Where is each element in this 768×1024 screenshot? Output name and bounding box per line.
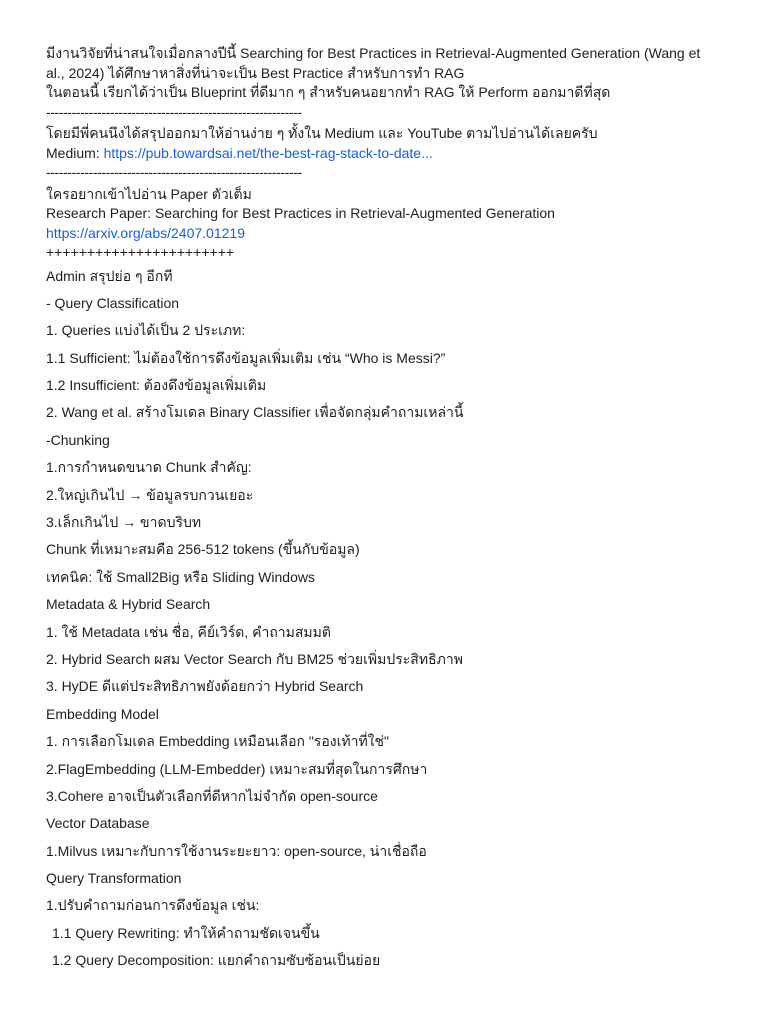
paper-line-2: Research Paper: Searching for Best Practices in Retrieval-Augmented Generation (46, 205, 555, 221)
outline-item: -Chunking (46, 431, 110, 448)
outline-item: Admin สรุปย่อ ๆ อีกที (46, 267, 173, 284)
outline-item: - Query Classification (46, 294, 180, 311)
outline-item: 1.1 Query Rewriting: ทำให้คำถามชัดเจนขึ้น (52, 924, 320, 941)
outline-item: 3. HyDE ดีแต่ประสิทธิภาพยังด้อยกว่า Hybrid Search (46, 678, 364, 695)
outline-item: Vector Database (46, 815, 150, 832)
outline-item: 2. Hybrid Search ผสม Vector Search กับ BM25 ช่วยเพิ่มประสิทธิภาพ (46, 650, 463, 667)
summary-outline (46, 263, 728, 975)
outline-item: 1. ใช้ Metadata เช่น ชื่อ, คีย์เวิร์ด, คำถามสมมติ (46, 623, 331, 640)
paper-section (46, 185, 728, 263)
outline-item: 1.2 Insufficient: ต้องดึงข้อมูลเพิ่มเติม (46, 377, 267, 394)
intro-paragraph (46, 44, 728, 122)
intro-line-2: al., 2024) ได้ศึกษาหาสิ่งที่น่าจะเป็น Best Practice สำหรับการทำ RAG (46, 64, 465, 81)
medium-label: Medium: (46, 144, 104, 161)
outline-item: Query Transformation (46, 870, 182, 887)
outline-item: 1.2 Query Decomposition: แยกคำถามซับซ้อนเป็นย่อย (52, 952, 381, 969)
separator-line: ------------------------------------------------------------ (46, 103, 302, 120)
outline-item: 3.เล็กเกินไป → ขาดบริบท (46, 514, 202, 531)
outline-item: 2.FlagEmbedding (LLM-Embedder) เหมาะสมที่สุดในการศึกษา (46, 760, 428, 777)
outline-item: Embedding Model (46, 705, 159, 722)
medium-line (46, 144, 728, 164)
outline-item: 1.ปรับคำถามก่อนการดึงข้อมูล เช่น: (46, 897, 260, 914)
outline-item: 1. Queries แบ่งได้เป็น 2 ประเภท: (46, 322, 246, 339)
separator-line-2: ------------------------------------------------------------ (46, 164, 302, 180)
intro-line-1: มีงานวิจัยที่น่าสนใจเมื่อกลางปีนี้ Searching for Best Practices in Retrieval-Augmented Generation (Wang et (46, 45, 701, 61)
intro-line-3: ในตอนนี้ เรียกได้ว่าเป็น Blueprint ที่ดีมาก ๆ สำหรับคนอยากทำ RAG ให้ Perform ออกมาดีที่สุด (46, 84, 611, 100)
outline-item: Metadata & Hybrid Search (46, 596, 211, 613)
outline-item: เทคนิค: ใช้ Small2Big หรือ Sliding Windows (46, 568, 315, 585)
outline-item: 2. Wang et al. สร้างโมเดล Binary Classifier เพื่อจัดกลุ่มคำถามเหล่านี้ (46, 404, 464, 421)
outline-item: 1. การเลือกโมเดล Embedding เหมือนเลือก "รองเท้าที่ใช่" (46, 733, 389, 750)
medium-link[interactable]: https://pub.towardsai.net/the-best-rag-stack-to-date... (103, 144, 433, 161)
arxiv-link[interactable]: https://arxiv.org/abs/2407.01219 (46, 224, 245, 241)
outline-item: 3.Cohere อาจเป็นตัวเลือกที่ดีหากไม่จำกัด open-source (46, 787, 378, 804)
outline-item: 1.1 Sufficient: ไม่ต้องใช้การดึงข้อมูลเพิ่มเติม เช่น “Who is Messi?” (46, 349, 446, 366)
plus-separator: +++++++++++++++++++++++ (46, 244, 235, 260)
paper-link-line (46, 224, 728, 244)
outline-item: 2.ใหญ่เกินไป → ข้อมูลรบกวนเยอะ (46, 486, 254, 503)
paper-line-1: ใครอยากเข้าไปอ่าน Paper ตัวเต็ม (46, 185, 252, 202)
outline-item: Chunk ที่เหมาะสมคือ 256-512 tokens (ขึ้นกับข้อมูล) (46, 541, 360, 558)
outline-item: 1.การกำหนดขนาด Chunk สำคัญ: (46, 459, 252, 476)
summary-note (46, 124, 728, 183)
outline-item: 1.Milvus เหมาะกับการใช้งานระยะยาว: open-source, น่าเชื่อถือ (46, 842, 427, 859)
summary-line-1: โดยมีพี่คนนึงได้สรุปออกมาให้อ่านง่าย ๆ ทั้งใน Medium และ YouTube ตามไปอ่านได้เลยครับ (46, 125, 598, 141)
